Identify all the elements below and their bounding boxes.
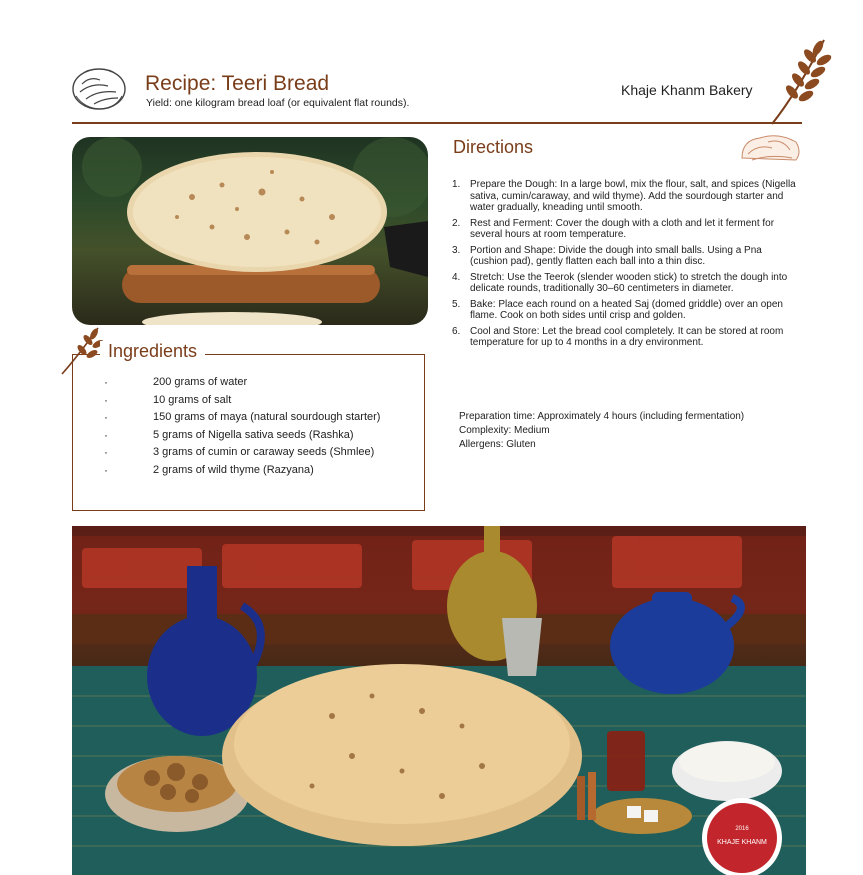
flatbread-photo	[72, 137, 428, 325]
ingredient-item: · 200 grams of water	[104, 374, 419, 392]
direction-step: 2. Rest and Ferment: Cover the dough with a cloth and let it ferment for several hours at room temperature.	[452, 217, 775, 240]
direction-step: 5. Bake: Place each round on a heated Saj (domed griddle) over an open flame. Cook on both sides until crisp and golden.	[452, 298, 783, 321]
bakery-name: Khaje Khanm Bakery	[621, 82, 753, 98]
ingredient-item: · 3 grams of cumin or caraway seeds (Shmlee)	[104, 444, 419, 462]
yield-text: Yield: one kilogram bread loaf (or equivalent flat rounds).	[146, 97, 410, 109]
allergens: Allergens: Gluten	[459, 439, 536, 450]
bread-loaf-icon	[70, 66, 128, 112]
bread-basket-icon	[738, 128, 802, 166]
table-spread-illustration	[72, 526, 806, 875]
directions-heading: Directions	[453, 137, 534, 157]
ingredient-item: · 2 grams of wild thyme (Razyana)	[104, 462, 419, 480]
recipe-meta	[459, 410, 744, 452]
ingredient-item: · 150 grams of maya (natural sourdough starter)	[104, 409, 419, 427]
flatbread-illustration	[72, 137, 428, 325]
page-title: Recipe: Teeri Bread	[145, 72, 330, 95]
wheat-icon	[58, 322, 104, 378]
bakery-logo-year: 2016	[735, 826, 749, 832]
ingredients-list	[104, 374, 419, 479]
table-spread-photo	[72, 526, 806, 875]
direction-step: 4. Stretch: Use the Teerok (slender wooden stick) to stretch the dough into delicate rounds, traditionally 30–60 centimeters in diameter.	[452, 271, 788, 294]
bakery-logo-text: KHAJE KHANM	[717, 839, 767, 846]
ingredient-item: · 10 grams of salt	[104, 392, 419, 410]
ingredient-item: · 5 grams of Nigella sativa seeds (Rashka)	[104, 427, 419, 445]
header-divider	[72, 122, 802, 124]
direction-step: 6. Cool and Store: Let the bread cool completely. It can be stored at room temperature for up to 4 months in a dry environment.	[452, 325, 784, 348]
wheat-icon	[766, 34, 832, 126]
complexity: Complexity: Medium	[459, 425, 550, 436]
ingredients-heading: Ingredients	[100, 341, 205, 362]
direction-step: 1. Prepare the Dough: In a large bowl, mix the flour, salt, and spices (Nigella sativa, cumin/caraway, and wild thyme). Add the sourdough starter and water gradually, kneading until smooth.	[452, 179, 796, 213]
direction-step: 3. Portion and Shape: Divide the dough into small balls. Using a Pna (cushion pad), gently flatten each ball into a thin disc.	[452, 244, 762, 267]
directions-list	[452, 179, 797, 353]
prep-time: Preparation time: Approximately 4 hours (including fermentation)	[459, 411, 745, 422]
